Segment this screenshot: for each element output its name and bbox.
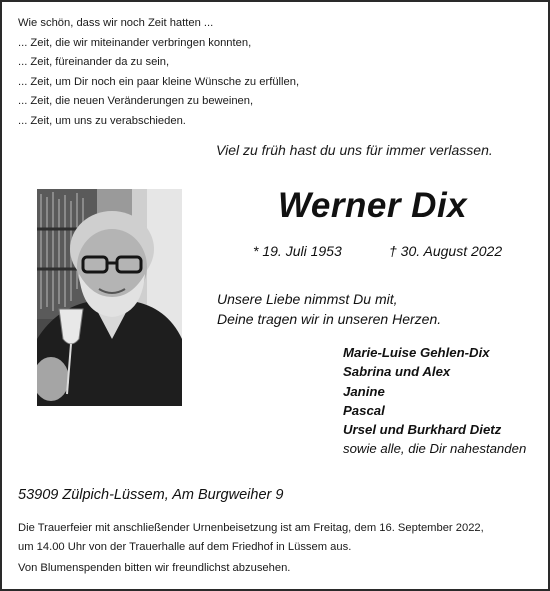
portrait-photo	[37, 189, 182, 406]
poem-line: ... Zeit, um uns zu verabschieden.	[18, 114, 186, 127]
mourner-name: Ursel und Burkhard Dietz	[343, 422, 502, 438]
mourner-name: Sabrina und Alex	[343, 364, 451, 380]
mourner-name: Pascal	[343, 402, 385, 418]
flowers-note: Von Blumenspenden bitten wir freundlichst abzusehen.	[18, 562, 291, 574]
mourners-list	[343, 343, 526, 459]
verse-line: Deine tragen wir in unseren Herzen.	[217, 311, 442, 327]
mourner-name: Marie-Luise Gehlen-Dix	[343, 345, 490, 360]
mourners-closing: sowie alle, die Dir nahestanden	[343, 441, 527, 457]
service-line: um 14.00 Uhr von der Trauerhalle auf dem Friedhof in Lüssem aus.	[18, 540, 352, 553]
poem-line: Wie schön, dass wir noch Zeit hatten ...	[18, 17, 214, 29]
mourner-name: Janine	[343, 383, 385, 399]
poem	[18, 14, 299, 132]
tagline: Viel zu früh hast du uns für immer verlassen.	[216, 142, 493, 158]
poem-line: ... Zeit, die neuen Veränderungen zu beweinen,	[18, 95, 254, 108]
service-line: Die Trauerfeier mit anschließender Urnenbeisetzung ist am Freitag, dem 16. September 2022,	[18, 522, 484, 534]
birth-date: * 19. Juli 1953	[253, 243, 342, 259]
verse-line: Unsere Liebe nimmst Du mit,	[217, 291, 398, 307]
poem-line: ... Zeit, füreinander da zu sein,	[18, 56, 170, 69]
death-date: † 30. August 2022	[389, 243, 503, 259]
funeral-service-info	[18, 519, 484, 556]
family-address: 53909 Zülpich-Lüssem, Am Burgweiher 9	[18, 487, 284, 503]
poem-line: ... Zeit, die wir miteinander verbringen konnten,	[18, 36, 252, 49]
deceased-name: Werner Dix	[278, 186, 468, 225]
verse	[217, 289, 441, 329]
poem-line: ... Zeit, um Dir noch ein paar kleine Wünsche zu erfüllen,	[18, 75, 300, 88]
